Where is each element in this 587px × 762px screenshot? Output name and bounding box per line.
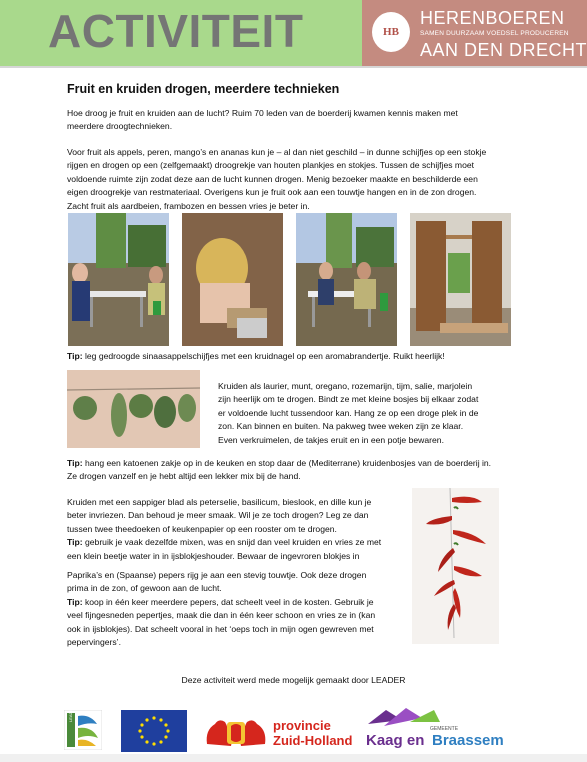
photo-hanging-peppers <box>412 488 499 644</box>
photo-hanging-herbs <box>67 370 200 448</box>
intro-paragraph: Hoe droog je fruit en kruiden aan de lucht? Ruim 70 leden van de boerderij kwamen kennis maken met meerdere droogtechnieken. <box>67 108 458 132</box>
municipality-name-1: Kaag en <box>366 732 425 749</box>
activity-banner <box>0 0 362 66</box>
eu-flag-icon <box>121 710 187 752</box>
leader-credit: Deze activiteit werd mede mogelijk gemaakt door LEADER <box>181 675 406 685</box>
tip-orange-slices: Tip: leg gedroogde sinaasappelschijfjes met een kruidnagel op een aromabrandertje. Ruikt heerlijk! <box>67 351 445 361</box>
provincie-zuid-holland-logo <box>203 714 353 754</box>
page-title: ACTIVITEIT <box>48 5 304 57</box>
page-header <box>0 0 587 66</box>
fruit-paragraph: Voor fruit als appels, peren, mango’s en ananas kun je – al dan niet geschild – in dunne schijfjes op een stokje rijgen en drogen op een (zelfgemaakt) droogrekje van houten plankjes en stokjes. Tussen de schijfjes moet voldoende ruimte zijn zodat deze aan de lucht kunnen drogen. Menig bezoeker maakte en beschilderde een eigen droogrekje van restmateriaal. Overigens kun je fruit ook aan een touwtje hangen en in de zon drogen. Zacht fruit als aardbeien, frambozen en bessen vries je beter in. <box>67 147 487 211</box>
tip-herb-bag: Tip: hang een katoenen zakje op in de keuken en stop daar de (Mediterrane) kruidenbosjes van de boerderij in. Ze drogen vanzelf en je hebt altijd een lekker mix bij de hand. <box>67 458 492 482</box>
municipality-label: GEMEENTE <box>430 726 459 732</box>
peppers-paragraph: Paprika’s en (Spaanse) pepers rijg je aan een stevig touwtje. Ook deze drogen prima in de zon, of gewoon aan de lucht. Tip: koop in één keer meerdere pepers, dat scheelt veel in de kosten. Gebruik je veel fijngesneden pepertjes, maak die dan in één keer schoon en vries ze in (kan ook in ijsblokjes). Dat scheelt vooral in het ‘oeps toch in mijn ogen gewreven met pepervingers’. <box>67 570 376 648</box>
province-name: Zuid-Holland <box>273 733 353 748</box>
kaag-braassem-logo-icon <box>360 706 510 752</box>
leader-logo-icon: LEADER <box>64 710 102 750</box>
freeze-paragraph: Kruiden met een sappiger blad als peterselie, basilicum, bieslook, en dille kun je beter invriezen. Dan behoud je meer smaak. Wil je ze toch drogen? Leg ze dan tussen twee theedoeken of keukenpapier op een rooster om te drogen. Tip: gebruik je vaak dezelfde mixen, was en snijd dan veel kruiden en vries ze met een klein beetje water in in ijsblokjeshouder. Bewaar de ingevroren blokjes in <box>67 497 382 561</box>
brand-tagline: SAMEN DUURZAAM VOEDSEL PRODUCEREN <box>420 30 569 37</box>
photo-wooden-drying-rack <box>410 213 511 346</box>
photo-visitors-at-table <box>296 213 397 346</box>
photo-drying-rack-table <box>68 213 169 346</box>
province-label: provincie <box>273 718 331 733</box>
herenboeren-crest-icon: HB <box>372 12 410 52</box>
photo-child-painting <box>182 213 283 346</box>
header-divider <box>0 66 587 68</box>
zuid-holland-lions-icon <box>203 714 269 750</box>
article-title: Fruit en kruiden drogen, meerdere technieken <box>67 82 340 96</box>
herbs-paragraph: Kruiden als laurier, munt, oregano, rozemarijn, tijm, salie, marjolein zijn heerlijk om te drogen. Bindt ze met kleine bosjes bij elkaar zodat er voldoende lucht tussendoor kan. Hang ze op een droge plek in de zon. Kan binnen en buiten. Na pakweg twee weken zijn ze klaar. Even verkruimelen, de takjes eruit en in een potje bewaren. <box>218 381 479 445</box>
page-bottom-bar <box>0 754 587 762</box>
brand-location: AAN DEN DRECHT <box>420 40 587 60</box>
brand-name: HERENBOEREN <box>420 8 565 28</box>
municipality-name-2: Braassem <box>432 732 504 749</box>
herenboeren-brand <box>362 0 587 66</box>
